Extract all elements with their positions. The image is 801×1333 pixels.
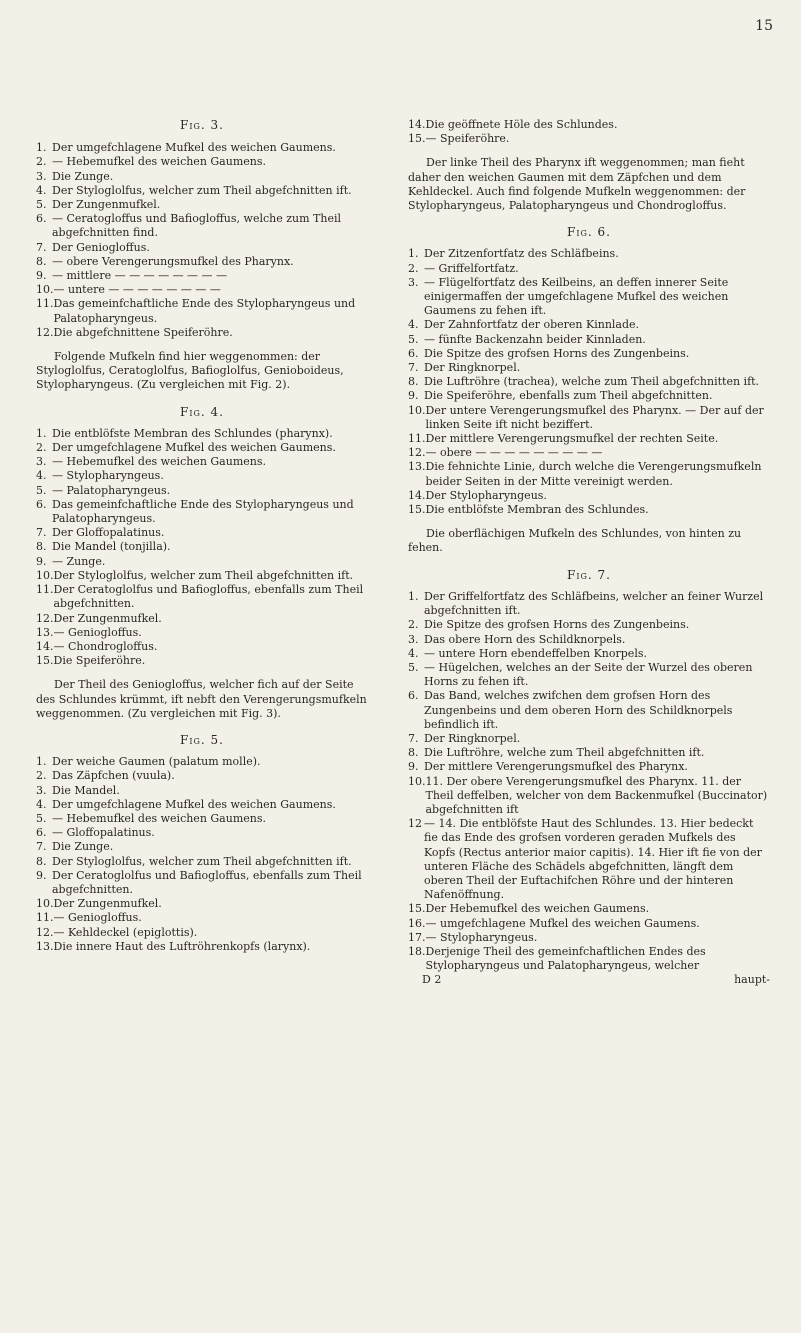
item-number: 2. [408,261,419,275]
item-text: — Hebemufkel des weichen Gaumens. [52,455,266,469]
item-text: Der Styloglolfus, welcher zum Theil abgefchnitten ift. [52,854,352,868]
item-text: Die Mandel. [52,783,120,797]
item-text: Die entblöfste Membran des Schlundes. [425,503,649,517]
list-item [36,255,368,269]
item-number: 13. [36,625,54,639]
item-text: Die abgefchnittene Speiferöhre. [53,325,233,339]
item-number: 10. [408,774,426,788]
item-text: Das Band, welches zwifchen dem grofsen Horn des Zungenbeins und dem oberen Horn des Schildknorpels befindlich ift. [424,689,733,731]
list-item [408,404,770,432]
item-number: 10. [36,283,54,297]
list-item [36,484,368,498]
item-number: 11. [36,583,54,597]
item-number: 3. [408,632,419,646]
item-text: Der Ringknorpel. [424,361,521,375]
item-number: 15. [408,503,426,517]
list-item [36,640,368,654]
list-item [36,241,368,255]
item-number: 15. [408,132,426,146]
item-text: Die Zunge. [52,169,114,183]
item-number: 12. [36,325,54,339]
item-number: 4. [408,646,419,660]
item-number: 2. [408,618,419,632]
list-item [36,555,368,569]
item-number: 7. [408,731,419,745]
item-number: 2. [36,769,47,783]
item-number: 2. [36,441,47,455]
item-text: Die innere Haut des Luftröhrenkopfs (larynx). [53,939,311,953]
list-item [36,626,368,640]
list-item [36,441,368,455]
item-text: — Stylopharyngeus. [425,930,538,944]
fig6-heading: Fig. 6. [567,225,611,240]
list-item [36,826,368,840]
item-number: 1. [408,589,419,603]
fig5-heading: Fig. 5. [180,732,224,747]
item-number: 6. [408,689,419,703]
item-text: Der Zungenmufkel. [52,198,161,212]
item-text: Die Mandel (tonjilla). [52,540,171,554]
list-item [36,427,368,441]
list-item [408,618,770,632]
item-number: 4. [408,318,419,332]
list-item [408,118,770,132]
item-text: Der Stylopharyngeus. [425,488,547,502]
list-item [36,170,368,184]
fig3-note: Folgende Mufkeln find hier weggenommen: der Styloglolfus, Ceratoglolfus, Bafioglolfus, Genioboideus, Stylopharyngeus. (Zu vergleichen mit Fig. 2). [36,350,344,392]
right-column [408,118,770,988]
item-number: 9. [36,554,47,568]
item-number: 6. [36,826,47,840]
item-number: 8. [36,854,47,868]
item-text: — Gloffopalatinus. [52,826,155,840]
item-number: 14. [408,488,426,502]
item-number: 4. [36,183,47,197]
item-number: 11. [36,297,54,311]
fig7-list [408,590,770,973]
item-text: Das Zäpfchen (vuula). [52,769,175,783]
item-text: — Zunge. [52,554,106,568]
item-number: 9. [36,868,47,882]
list-item [408,446,770,460]
list-item [36,784,368,798]
item-text: Der Ceratoglolfus und Bafiogloffus, ebenfalls zum Theil abgefchnitten. [53,583,364,611]
item-number: 13. [36,939,54,953]
list-item [36,926,368,940]
list-item [408,361,770,375]
item-number: 4. [36,469,47,483]
item-number: 12. [408,446,426,460]
item-text: Der untere Verengerungsmufkel des Pharynx. — Der auf der linken Seite ift nicht beziffert. [425,403,764,431]
item-number: 3. [36,455,47,469]
item-text: — Ceratogloffus und Bafiogloffus, welche zum Theil abgefchnitten find. [52,212,342,240]
page-footer [408,973,770,987]
list-item [36,755,368,769]
fig5-list [36,755,368,954]
fig7-heading: Fig. 7. [567,567,611,582]
list-item [408,689,770,732]
item-text: Der Zitzenfortfatz des Schläfbeins. [424,247,619,261]
item-text: — umgefchlagene Mufkel des weichen Gaumens. [425,916,700,930]
item-number: 7. [408,361,419,375]
list-item [408,917,770,931]
list-item [408,132,770,146]
item-number: 1. [36,755,47,769]
list-item [408,661,770,689]
list-item [408,590,770,618]
item-number: 7. [36,526,47,540]
list-item [36,869,368,897]
item-text: — Geniogloffus. [53,911,142,925]
item-number: 15. [36,654,54,668]
item-number: 10. [36,897,54,911]
list-item [408,817,770,902]
item-text: Der Styloglolfus, welcher zum Theil abgefchnitten ift. [53,568,354,582]
item-text: Der umgefchlagene Mufkel des weichen Gaumens. [52,141,336,155]
list-item [36,526,368,540]
item-text: Der Zungenmufkel. [53,897,162,911]
item-text: — obere Verengerungsmufkel des Pharynx. [52,254,294,268]
item-number: 9. [408,760,419,774]
list-item [408,460,770,488]
item-number: 10. [36,568,54,582]
item-number: 9. [408,389,419,403]
item-text: — Kehldeckel (epiglottis). [53,925,198,939]
item-number: 7. [36,240,47,254]
list-item [36,612,368,626]
fig5-cont-note: Der linke Theil des Pharynx ift weggenommen; man fieht daher den weichen Gaumen mit dem Zäpfchen und dem Kehldeckel. Auch find folgende Mufkeln weggenommen: der Stylopharyngeus, Palatopharyngeus und Chondrogloffus. [408,156,746,213]
item-text: Die Speiferöhre, ebenfalls zum Theil abgefchnitten. [424,389,713,403]
list-item [36,798,368,812]
item-text: — untere — — — — — — — — [53,283,221,297]
page-number: 15 [755,18,773,34]
item-text: — Chondrogloffus. [53,639,158,653]
item-number: 7. [36,840,47,854]
item-number: 18. [408,944,426,958]
item-text: — untere Horn ebendeffelben Knorpels. [424,646,647,660]
item-text: Der weiche Gaumen (palatum molle). [52,755,261,769]
item-number: 12. [36,611,54,625]
item-text: Die Spitze des grofsen Horns des Zungenbeins. [424,346,690,360]
list-item [36,569,368,583]
item-number: 16. [408,916,426,930]
item-number: 3. [36,783,47,797]
list-item [408,318,770,332]
list-item [408,262,770,276]
item-number: 6. [36,212,47,226]
item-text: Der Geniogloffus. [52,240,150,254]
list-item [36,198,368,212]
list-item [408,333,770,347]
list-item [36,911,368,925]
item-number: 6. [36,497,47,511]
item-text: Der Griffelfortfatz des Schläfbeins, welcher an feiner Wurzel abgefchnitten ift. [424,589,764,618]
item-text: — Hebemufkel des weichen Gaumens. [52,811,266,825]
list-item [36,769,368,783]
item-text: — obere — — — — — — — — — [425,446,603,460]
item-number: 10. [408,403,426,417]
item-number: 14. [36,639,54,653]
item-text: Derjenige Theil des gemeinfchaftlichen Endes des Stylopharyngeus und Palatopharyngeus, welcher [425,944,706,973]
list-item [36,297,368,325]
item-number: 8. [36,254,47,268]
list-item [36,469,368,483]
signature-mark: D 2 [422,973,442,987]
list-item [408,732,770,746]
list-item [408,931,770,945]
list-item [408,775,770,818]
item-text: Das gemeinfchaftliche Ende des Stylopharyngeus und Palatopharyngeus. [53,297,356,325]
list-item [36,269,368,283]
item-text: — Flügelfortfatz des Keilbeins, an deffen innerer Seite einigermaffen der umgefchlagene Mufkel des weichen Gaumens zu fehen ift. [424,275,729,318]
fig6-list [408,247,770,517]
item-text: Der Ceratoglolfus und Bafiogloffus, ebenfalls zum Theil abgefchnitten. [52,868,362,896]
item-text: Der Zahnfortfatz der oberen Kinnlade. [424,318,640,332]
item-text: — Hebemufkel des weichen Gaumens. [52,155,266,169]
item-text: Der Hebemufkel des weichen Gaumens. [425,902,650,916]
item-text: Die Luftröhre (trachea), welche zum Theil abgefchnitten ift. [424,375,760,389]
list-item [36,455,368,469]
item-text: Der umgefchlagene Mufkel des weichen Gaumens. [52,441,336,455]
list-item [36,540,368,554]
item-number: 17. [408,930,426,944]
item-number: 5. [36,483,47,497]
list-item [408,347,770,361]
fig4-list [36,427,368,668]
item-number: 9. [36,269,47,283]
item-text: — Hügelchen, welches an der Seite der Wurzel des oberen Horns zu fehen ift. [424,660,753,689]
item-number: 11. [36,911,54,925]
list-item [408,760,770,774]
list-item [408,247,770,261]
item-text: — Griffelfortfatz. [424,261,519,275]
item-number: 12. [36,925,54,939]
list-item [408,746,770,760]
item-text: Der umgefchlagene Mufkel des weichen Gaumens. [52,797,336,811]
list-item [408,375,770,389]
item-text: Der mittlere Verengerungsmufkel der rechten Seite. [425,432,719,446]
item-text: — 14. Die entblöfste Haut des Schlundes. 13. Hier bedeckt fie das Ende des grofsen vorderen geraden Mufkels des Kopfs (Rectus anterior maior capitis). 14. Hier ift fie von der unteren Fläche des Schädels abgefchnitten, längft dem oberen Theil der Euftachifchen Röhre und der hinteren Nafenöffnung. [424,817,762,902]
item-number: 8. [408,375,419,389]
list-item [36,155,368,169]
list-item [36,141,368,155]
list-item [36,840,368,854]
list-item [36,212,368,240]
fig3-list [36,141,368,340]
item-number: 14. [408,118,426,131]
list-item [36,283,368,297]
item-text: Die Speiferöhre. [53,654,146,668]
list-item [408,647,770,661]
list-item [408,945,770,973]
list-item [408,389,770,403]
item-number: 13. [408,460,426,474]
item-number: 12 [408,817,422,831]
list-item [36,583,368,611]
item-number: 4. [36,797,47,811]
item-text: Der Gloffopalatinus. [52,526,165,540]
list-item [408,902,770,916]
list-item [408,489,770,503]
item-text: — mittlere — — — — — — — — [52,269,228,283]
item-number: 1. [408,247,419,261]
item-number: 2. [36,155,47,169]
fig4-note: Der Theil des Geniogloffus, welcher fich auf der Seite des Schlundes krümmt, ift nebft den Verengerungsmufkeln weggenommen. (Zu vergleichen mit Fig. 3). [36,678,367,720]
item-number: 3. [408,275,419,289]
item-text: Das obere Horn des Schildknorpels. [424,632,626,646]
item-text: Die geöffnete Höle des Schlundes. [425,118,618,131]
list-item [36,654,368,668]
item-number: 5. [408,660,419,674]
item-text: 11. Der obere Verengerungsmufkel des Pharynx. 11. der Theil deffelben, welcher von dem Backenmufkel (Buccinator) abgefchnitten ift [425,774,768,816]
list-item [408,432,770,446]
item-number: 5. [36,198,47,212]
list-item [36,940,368,954]
item-text: Der mittlere Verengerungsmufkel des Pharynx. [424,760,688,774]
item-text: Die entblöfste Membran des Schlundes (pharynx). [52,426,333,440]
item-number: 1. [36,141,47,155]
fig5-cont-list [408,118,770,146]
fig6-note: Die oberflächigen Mufkeln des Schlundes, von hinten zu fehen. [408,527,742,555]
list-item [36,498,368,526]
list-item [408,276,770,319]
item-number: 15. [408,902,426,916]
item-number: 5. [408,332,419,346]
item-text: — Palatopharyngeus. [52,483,171,497]
item-text: — Speiferöhre. [425,132,510,146]
catchword: haupt- [734,973,770,987]
item-text: Der Ringknorpel. [424,731,521,745]
item-number: 1. [36,426,47,440]
item-text: Der Styloglolfus, welcher zum Theil abgefchnitten ift. [52,183,352,197]
list-item [36,812,368,826]
list-item [36,326,368,340]
item-text: Der Zungenmufkel. [53,611,162,625]
list-item [36,897,368,911]
item-number: 8. [408,746,419,760]
item-number: 6. [408,346,419,360]
item-text: Die fehnichte Linie, durch welche die Verengerungsmufkeln beider Seiten in der Mitte vereinigt werden. [425,460,762,488]
fig4-heading: Fig. 4. [180,404,224,419]
item-number: 8. [36,540,47,554]
list-item [408,503,770,517]
list-item [408,633,770,647]
item-number: 5. [36,811,47,825]
fig3-heading: Fig. 3. [180,118,224,132]
item-number: 3. [36,169,47,183]
item-text: — fünfte Backenzahn beider Kinnladen. [424,332,646,346]
item-number: 11. [408,432,426,446]
item-text: Die Spitze des grofsen Horns des Zungenbeins. [424,618,690,632]
item-text: Die Luftröhre, welche zum Theil abgefchnitten ift. [424,746,705,760]
list-item [36,184,368,198]
left-column [36,118,368,954]
item-text: Das gemeinfchaftliche Ende des Stylopharyngeus und Palatopharyngeus. [52,497,354,526]
item-text: Die Zunge. [52,840,114,854]
item-text: — Stylopharyngeus. [52,469,164,483]
item-text: — Geniogloffus. [53,625,142,639]
list-item [36,855,368,869]
